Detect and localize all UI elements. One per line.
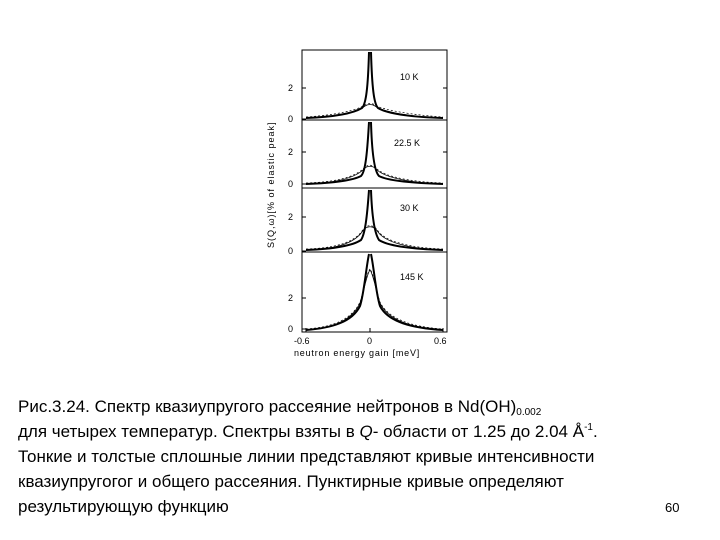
spectrum-figure: [262, 48, 462, 360]
y-tick-label: 2: [288, 293, 294, 303]
temperature-label: 22.5 K: [394, 138, 421, 148]
caption-text: .: [592, 422, 598, 441]
figure-caption: [18, 394, 708, 519]
temperature-label: 10 K: [400, 72, 419, 82]
y-tick-label: 2: [288, 83, 294, 93]
caption-line-5: результирующую функцию: [18, 497, 229, 516]
x-axis-label: neutron energy gain [meV]: [294, 348, 421, 358]
caption-line-4: квазиупругогог и общего рассеяния. Пунктирные кривые определяют: [18, 472, 564, 491]
total-scattering-curve: [306, 52, 443, 118]
caption-line-2: [18, 419, 708, 444]
panel-22-5k: [306, 122, 443, 184]
y-tick-label: 0: [288, 179, 294, 189]
total-scattering-curve: [306, 254, 443, 330]
y-tick-label: 2: [288, 212, 294, 222]
caption-text: - области от 1.25 до 2.04 Å: [372, 422, 585, 441]
x-tick-label: -0.6: [294, 336, 310, 346]
caption-text: для четырех температур. Спектры взяты в: [18, 422, 360, 441]
y-tick-label: 0: [288, 324, 294, 334]
y-axis-label: S(Q,ω)[% of elastic peak]: [266, 121, 276, 248]
panel-145k: [306, 254, 443, 330]
q-symbol: Q: [359, 422, 373, 441]
x-tick-label: 0.6: [434, 336, 447, 346]
caption-line-1: [18, 394, 708, 419]
y-tick-label: 2: [288, 147, 294, 157]
y-tick-label: 0: [288, 114, 294, 124]
temperature-label: 145 K: [400, 272, 424, 282]
formula-subscript: 0.002: [516, 407, 542, 418]
temperature-label: 30 K: [400, 203, 419, 213]
page-number: 60: [665, 500, 680, 515]
panel-30k: [306, 190, 443, 250]
caption-line-3: Тонкие и толстые сплошные линии представляют кривые интенсивности: [18, 447, 595, 466]
total-scattering-curve: [306, 190, 443, 250]
total-scattering-curve: [306, 122, 443, 184]
spectra-plot: [262, 48, 462, 360]
unit-superscript: -1: [584, 422, 593, 433]
x-tick-label: 0: [367, 336, 373, 346]
panel-10k: [306, 52, 443, 118]
y-tick-label: 0: [288, 246, 294, 256]
y-ticks: [302, 88, 447, 329]
caption-text: Рис.3.24. Спектр квазиупругого рассеяние нейтронов в Nd(OH): [18, 397, 517, 416]
